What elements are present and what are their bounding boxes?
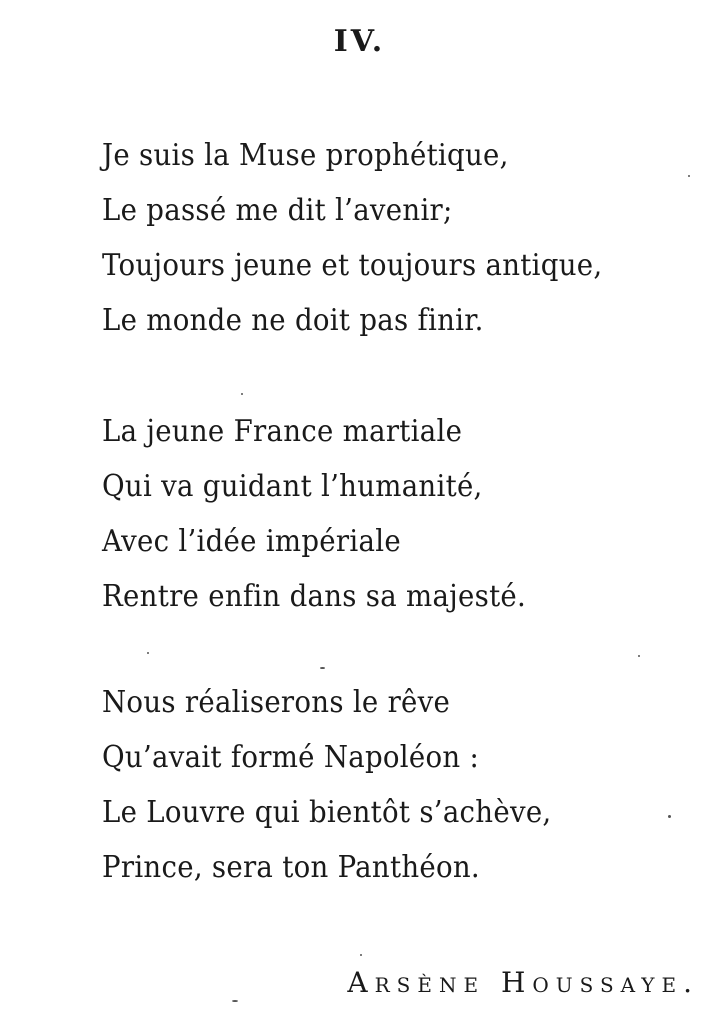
verse-line: Le Louvre qui bientôt s’achève, (102, 795, 552, 830)
ink-speck (360, 954, 362, 956)
verse-line: Le passé me dit l’avenir; (102, 193, 453, 228)
ink-speck (688, 175, 690, 177)
verse-line: Prince, sera ton Panthéon. (102, 850, 480, 885)
ink-speck (668, 815, 671, 818)
verse-line: Avec l’idée impériale (102, 524, 401, 559)
author-signature: Arsène Houssaye. (347, 966, 699, 999)
ink-speck (241, 393, 243, 395)
poem-number-heading: IV. (333, 24, 386, 59)
verse-line: Toujours jeune et toujours antique, (102, 248, 603, 283)
ink-speck (320, 667, 325, 669)
ink-speck (638, 655, 640, 657)
stanza-1 (102, 128, 702, 348)
verse-line: Qu’avait formé Napoléon : (102, 740, 480, 775)
ink-speck (232, 1000, 238, 1002)
verse-line: Qui va guidant l’humanité, (102, 469, 483, 504)
ink-speck (147, 652, 149, 654)
verse-line: La jeune France martiale (102, 414, 463, 449)
stanza-2 (102, 404, 702, 624)
verse-line: Nous réaliserons le rêve (102, 685, 451, 720)
verse-line: Je suis la Muse prophétique, (102, 138, 509, 173)
verse-line: Le monde ne doit pas finir. (102, 303, 484, 338)
stanza-3 (102, 675, 702, 895)
verse-line: Rentre enfin dans sa majesté. (102, 579, 527, 614)
